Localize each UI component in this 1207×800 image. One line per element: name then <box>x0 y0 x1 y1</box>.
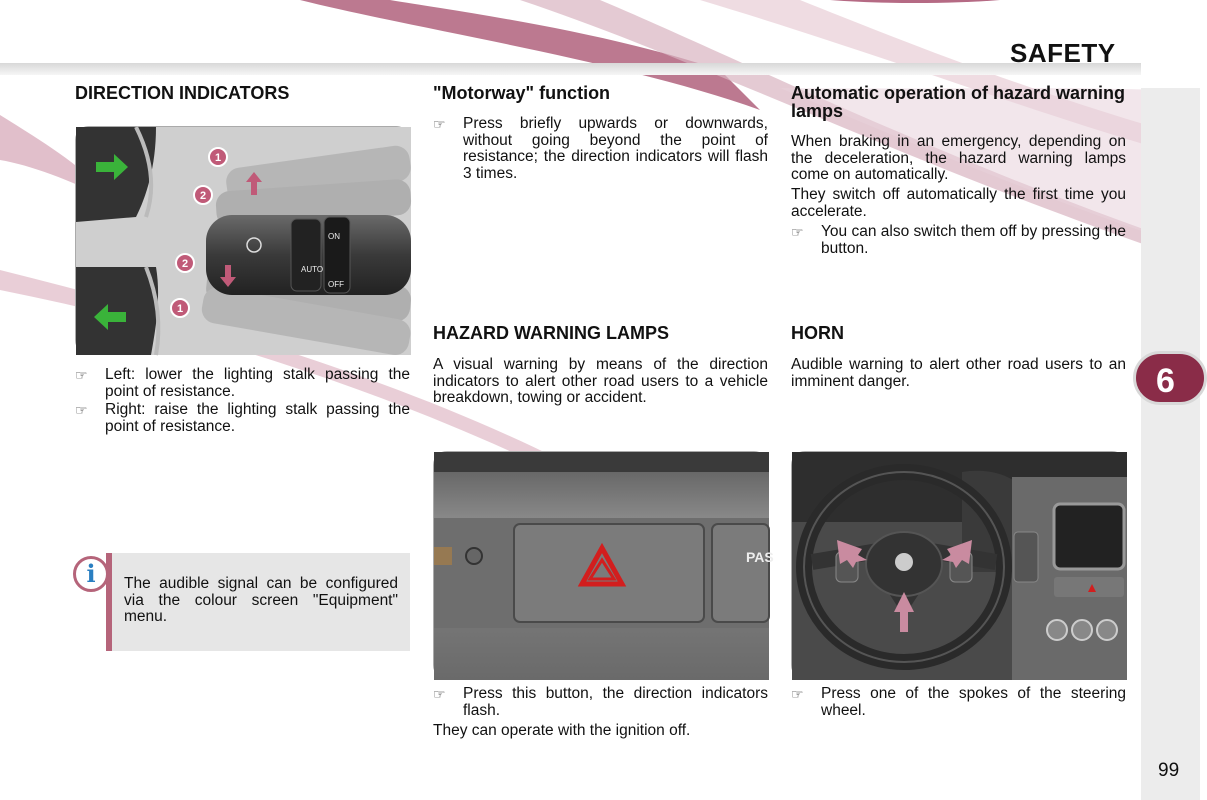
motorway-instruction: ☞ Press briefly upwards or downwards, without going beyond the point of resistance; the direction indicators will flash 3 times. <box>433 115 768 182</box>
auto-hazard-title: Automatic operation of hazard warning lamps <box>791 83 1126 121</box>
pointing-hand-icon: ☞ <box>75 402 88 418</box>
pointing-hand-icon: ☞ <box>433 116 446 132</box>
callout-1-bottom: 1 <box>176 303 184 315</box>
page-number: 99 <box>1158 760 1180 781</box>
callout-1-top: 1 <box>214 152 222 164</box>
pointing-hand-icon: ☞ <box>433 686 446 702</box>
hazard-button-illustration <box>434 452 774 680</box>
pointing-hand-icon: ☞ <box>791 224 804 240</box>
lighting-stalk-illustration <box>76 127 411 355</box>
steering-wheel-illustration <box>792 452 1127 680</box>
hazard-ignition-note: They can operate with the ignition off. <box>433 722 691 739</box>
auto-hazard-paragraph-1: When braking in an emergency, depending on the deceleration, the hazard warning lamps come on automatically. <box>791 133 1126 183</box>
passenger-airbag-label: PAS <box>746 549 774 565</box>
pointing-hand-icon: ☞ <box>791 686 804 702</box>
header-band <box>0 63 1141 75</box>
steering-wheel-figure <box>791 451 1126 679</box>
callout-2-bottom: 2 <box>181 258 189 270</box>
auto-hazard-instruction: ☞ You can also switch them off by pressing the button. <box>791 223 1127 257</box>
stalk-on-label: ON <box>328 232 340 241</box>
motorway-title: "Motorway" function <box>433 83 611 103</box>
hazard-button-figure <box>433 451 774 679</box>
left-indicator-instruction: ☞ Left: lower the lighting stalk passing the point of resistance. <box>75 366 410 400</box>
info-icon: i <box>73 556 109 592</box>
horn-instruction: ☞ Press one of the spokes of the steering wheel. <box>791 685 1126 719</box>
info-note-text: The audible signal can be configured via the colour screen "Equipment" menu. <box>124 575 398 625</box>
pointing-hand-icon: ☞ <box>75 367 88 383</box>
horn-description: Audible warning to alert other road users to an imminent danger. <box>791 356 1126 390</box>
stalk-auto-label: AUTO <box>301 265 324 274</box>
hazard-button-instruction: ☞ Press this button, the direction indicators flash. <box>433 685 768 719</box>
right-indicator-instruction: ☞ Right: raise the lighting stalk passing the point of resistance. <box>75 401 410 435</box>
hazard-title: HAZARD WARNING LAMPS <box>433 323 669 343</box>
horn-title: HORN <box>791 323 844 343</box>
stalk-off-label: OFF <box>328 280 344 289</box>
direction-indicators-title: DIRECTION INDICATORS <box>75 83 290 103</box>
sidebar-strip <box>1141 88 1200 800</box>
lighting-stalk-figure <box>75 126 410 354</box>
hazard-description: A visual warning by means of the direction indicators to alert other road users to a vehicle breakdown, towing or accident. <box>433 356 768 406</box>
auto-hazard-paragraph-2: They switch off automatically the first time you accelerate. <box>791 186 1126 220</box>
callout-2-top: 2 <box>199 190 207 202</box>
page-title: SAFETY <box>1010 38 1116 68</box>
chapter-tab[interactable]: 6 <box>1133 351 1207 405</box>
